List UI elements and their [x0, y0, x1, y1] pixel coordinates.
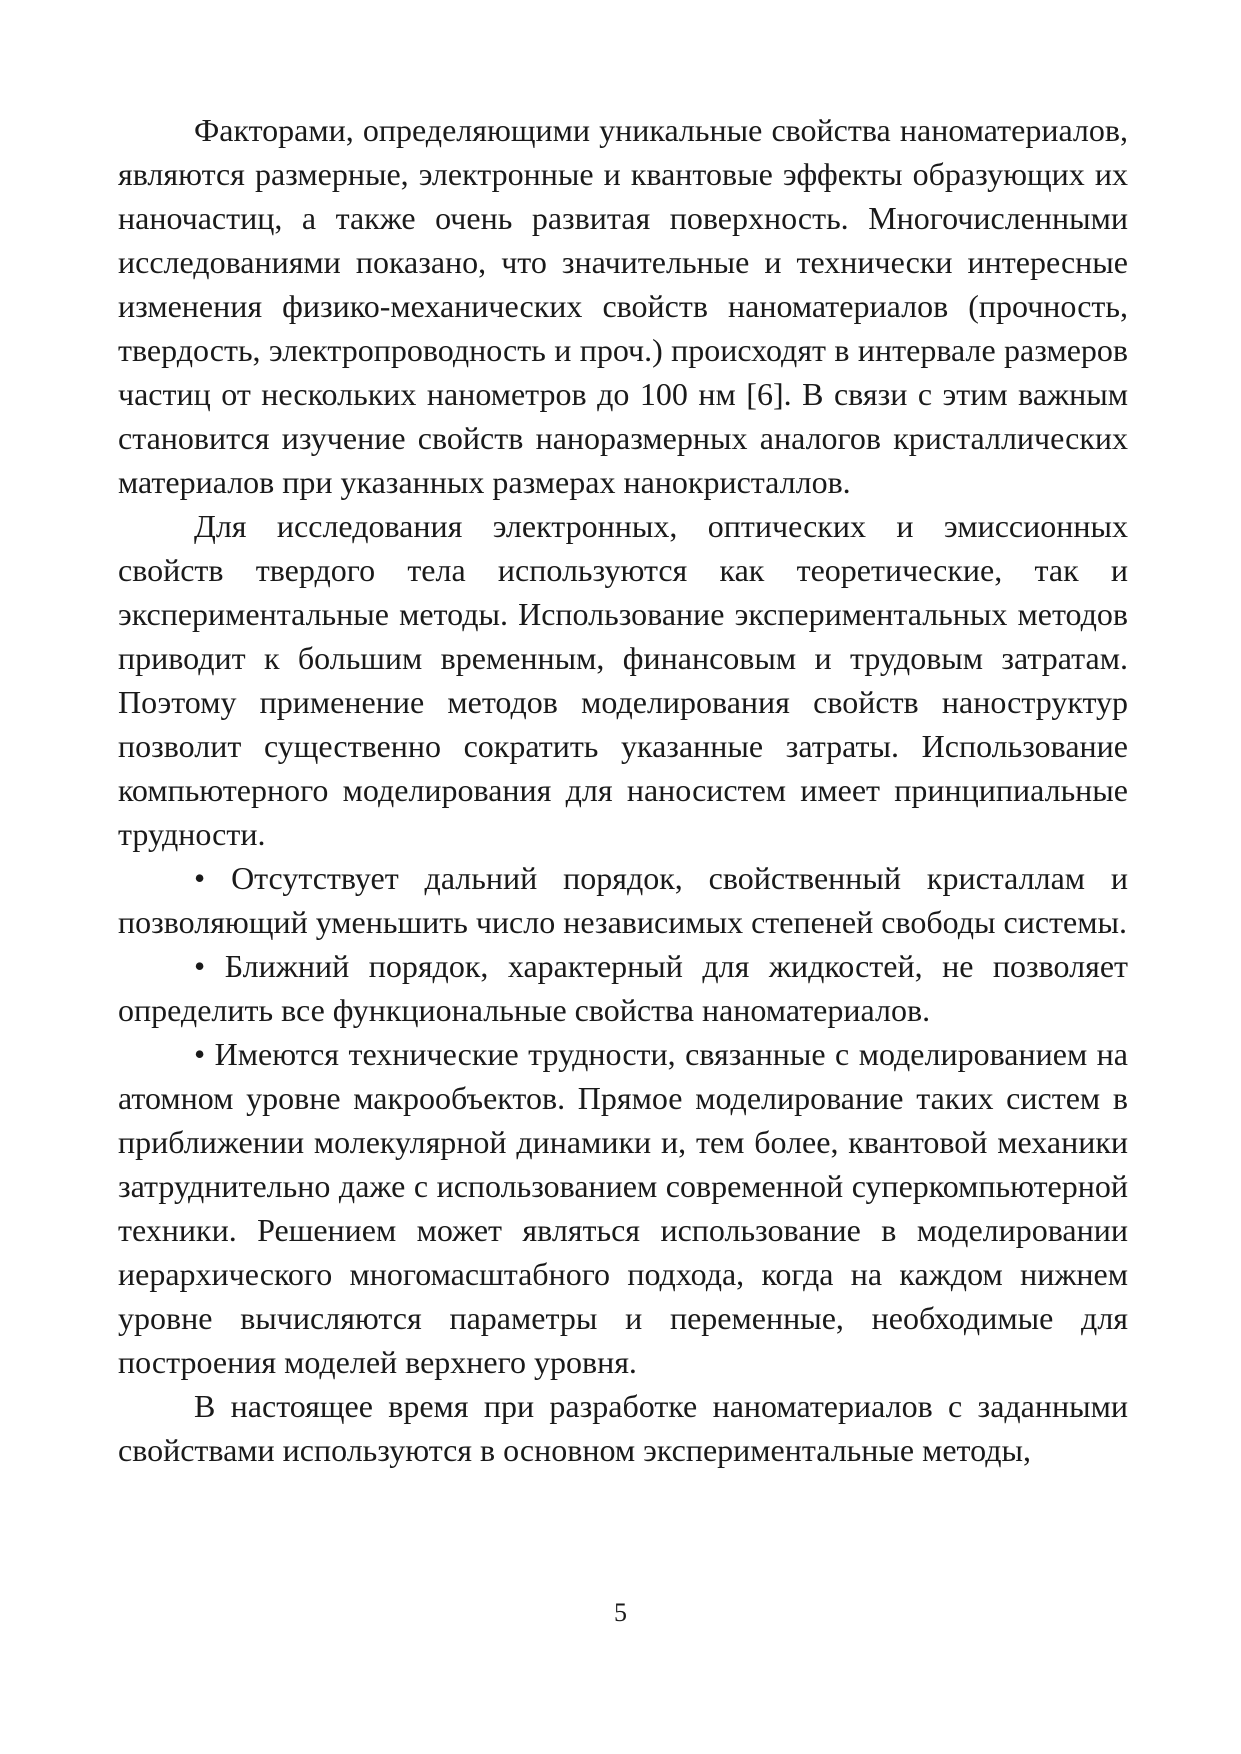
bullet-short-range-order: • Ближний порядок, характерный для жидкостей, не позволяет определить все функциональные свойства наноматериалов.: [118, 948, 1128, 1028]
paragraph-nanomaterial-factors: Факторами, определяющими уникальные свойства наноматериалов, являются размерные, электронные и квантовые эффекты образующих их наночастиц, а также очень развитая поверхность. Многочисленными исследованиями показано, что значительные и технически интересные изменения физико-механических свойств наноматериалов (прочность, твердость, электропроводность и проч.) происходят в интервале размеров частиц от нескольких нанометров до 100 нм [6]. В связи с этим важным становится изучение свойств наноразмерных аналогов кристаллических материалов при указанных размерах нанокристаллов.: [118, 112, 1128, 500]
bullet-long-range-order: • Отсутствует дальний порядок, свойственный кристаллам и позволяющий уменьшить число независимых степеней свободы системы.: [118, 860, 1128, 940]
page-number: 5: [614, 1598, 627, 1627]
paragraph-current-methods: В настоящее время при разработке наноматериалов с заданными свойствами используются в основном экспериментальные методы,: [118, 1388, 1128, 1468]
bullet-technical-difficulties: • Имеются технические трудности, связанные с моделированием на атомном уровне макрообъектов. Прямое моделирование таких систем в приближении молекулярной динамики и, тем более, квантовой механики затруднительно даже с использованием современной суперкомпьютерной техники. Решением может являться использование в моделировании иерархического многомасштабного подхода, когда на каждом нижнем уровне вычисляются параметры и переменные, необходимые для построения моделей верхнего уровня.: [118, 1036, 1128, 1380]
paragraph-research-methods: Для исследования электронных, оптических и эмиссионных свойств твердого тела используются как теоретические, так и экспериментальные методы. Использование экспериментальных методов приводит к большим временным, финансовым и трудовым затратам. Поэтому применение методов моделирования свойств наноструктур позволит существенно сократить указанные затраты. Использование компьютерного моделирования для наносистем имеет принципиальные трудности.: [118, 508, 1128, 852]
page-body: [118, 108, 1128, 1472]
